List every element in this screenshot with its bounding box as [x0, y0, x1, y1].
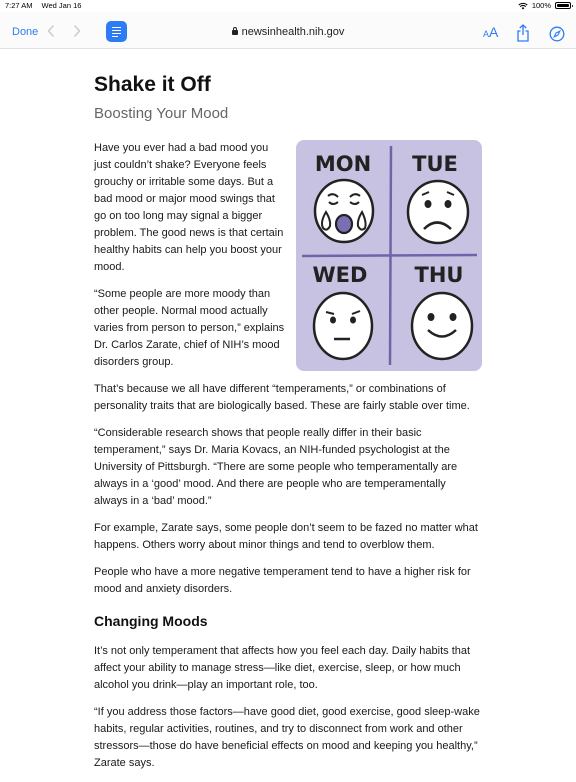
wifi-icon: [518, 2, 528, 10]
status-right: [518, 1, 571, 10]
mood-illustration: [296, 140, 482, 371]
paragraph: For example, Zarate says, some people don’t seem to be fazed no matter what happens. Others worry about minor things and tend to overblow them.: [94, 522, 478, 551]
url-text: newsinhealth.nih.gov: [241, 26, 345, 38]
sad-face-icon: [408, 181, 468, 243]
paragraph: Have you ever had a bad mood you just couldn’t shake? Everyone feels grouchy or irritable some days. But a bad mood or major mood swings that go on too long may signal a bigger problem. The good news is that certain healthy habits can help you boost your mood.: [94, 142, 284, 273]
article-subtitle: Boosting Your Mood: [94, 105, 229, 122]
paragraph: “Some people are more moody than other people. Normal mood actually varies from person to person,” explains Dr. Carlos Zarate, chief of NIH’s mood disorders group.: [94, 288, 285, 368]
day-label-wed: WED: [312, 263, 368, 287]
status-time: 7:27 AM: [5, 1, 33, 10]
status-date: Wed Jan 16: [41, 1, 82, 10]
smiling-face-icon: [412, 293, 472, 359]
share-icon[interactable]: [515, 24, 531, 42]
lock-icon: [232, 30, 238, 35]
divider-horizontal: [302, 255, 477, 256]
paragraph: That’s because we all have different “temperaments,” or combinations of personality traits that are biologically based. These are fairly stable over time.: [94, 383, 470, 412]
browser-toolbar: [0, 12, 576, 49]
article: [94, 72, 482, 782]
battery-fill: [557, 4, 569, 7]
status-left: [5, 1, 81, 10]
article-title: Shake it Off: [94, 73, 211, 96]
section-heading: Changing Moods: [94, 613, 208, 629]
text-size-button[interactable]: AA: [483, 24, 499, 40]
day-label-thu: THU: [414, 263, 464, 287]
day-label-mon: MON: [314, 152, 372, 176]
mood-faces-graphic: [296, 140, 482, 371]
paragraph: “If you address those factors—have good diet, good exercise, good sleep-wake habits, regular activities, routines, and try to disconnect from work and other stressors—those do have beneficial effects on mood and keeping you healthy,” Zarate says.: [94, 706, 480, 769]
paragraph: “Considerable research shows that people really differ in their basic temperament,” says Dr. Maria Kovacs, an NIH-funded psychologist at the University of Pittsburgh. “There are some people who temperamentally are always in a ‘good’ mood. And there are people who are temperamentally always in a ‘bad’ mood.”: [94, 427, 458, 507]
paragraph: People who have a more negative temperament tend to have a higher risk for mood and anxiety disorders.: [94, 566, 471, 595]
done-button[interactable]: Done: [12, 26, 39, 38]
crying-face-icon: [315, 180, 373, 242]
compass-icon[interactable]: [549, 26, 565, 42]
neutral-face-icon: [314, 293, 372, 359]
article-body: [94, 140, 482, 772]
battery-percent: 100%: [531, 1, 551, 10]
status-bar: [0, 0, 576, 12]
battery-icon: [555, 2, 571, 9]
paragraph: It’s not only temperament that affects how you feel each day. Daily habits that affect your ability to manage stress—like diet, exercise, sleep, or how much alcohol you drink—play an important role, too.: [94, 645, 471, 691]
day-label-tue: TUE: [412, 152, 458, 176]
